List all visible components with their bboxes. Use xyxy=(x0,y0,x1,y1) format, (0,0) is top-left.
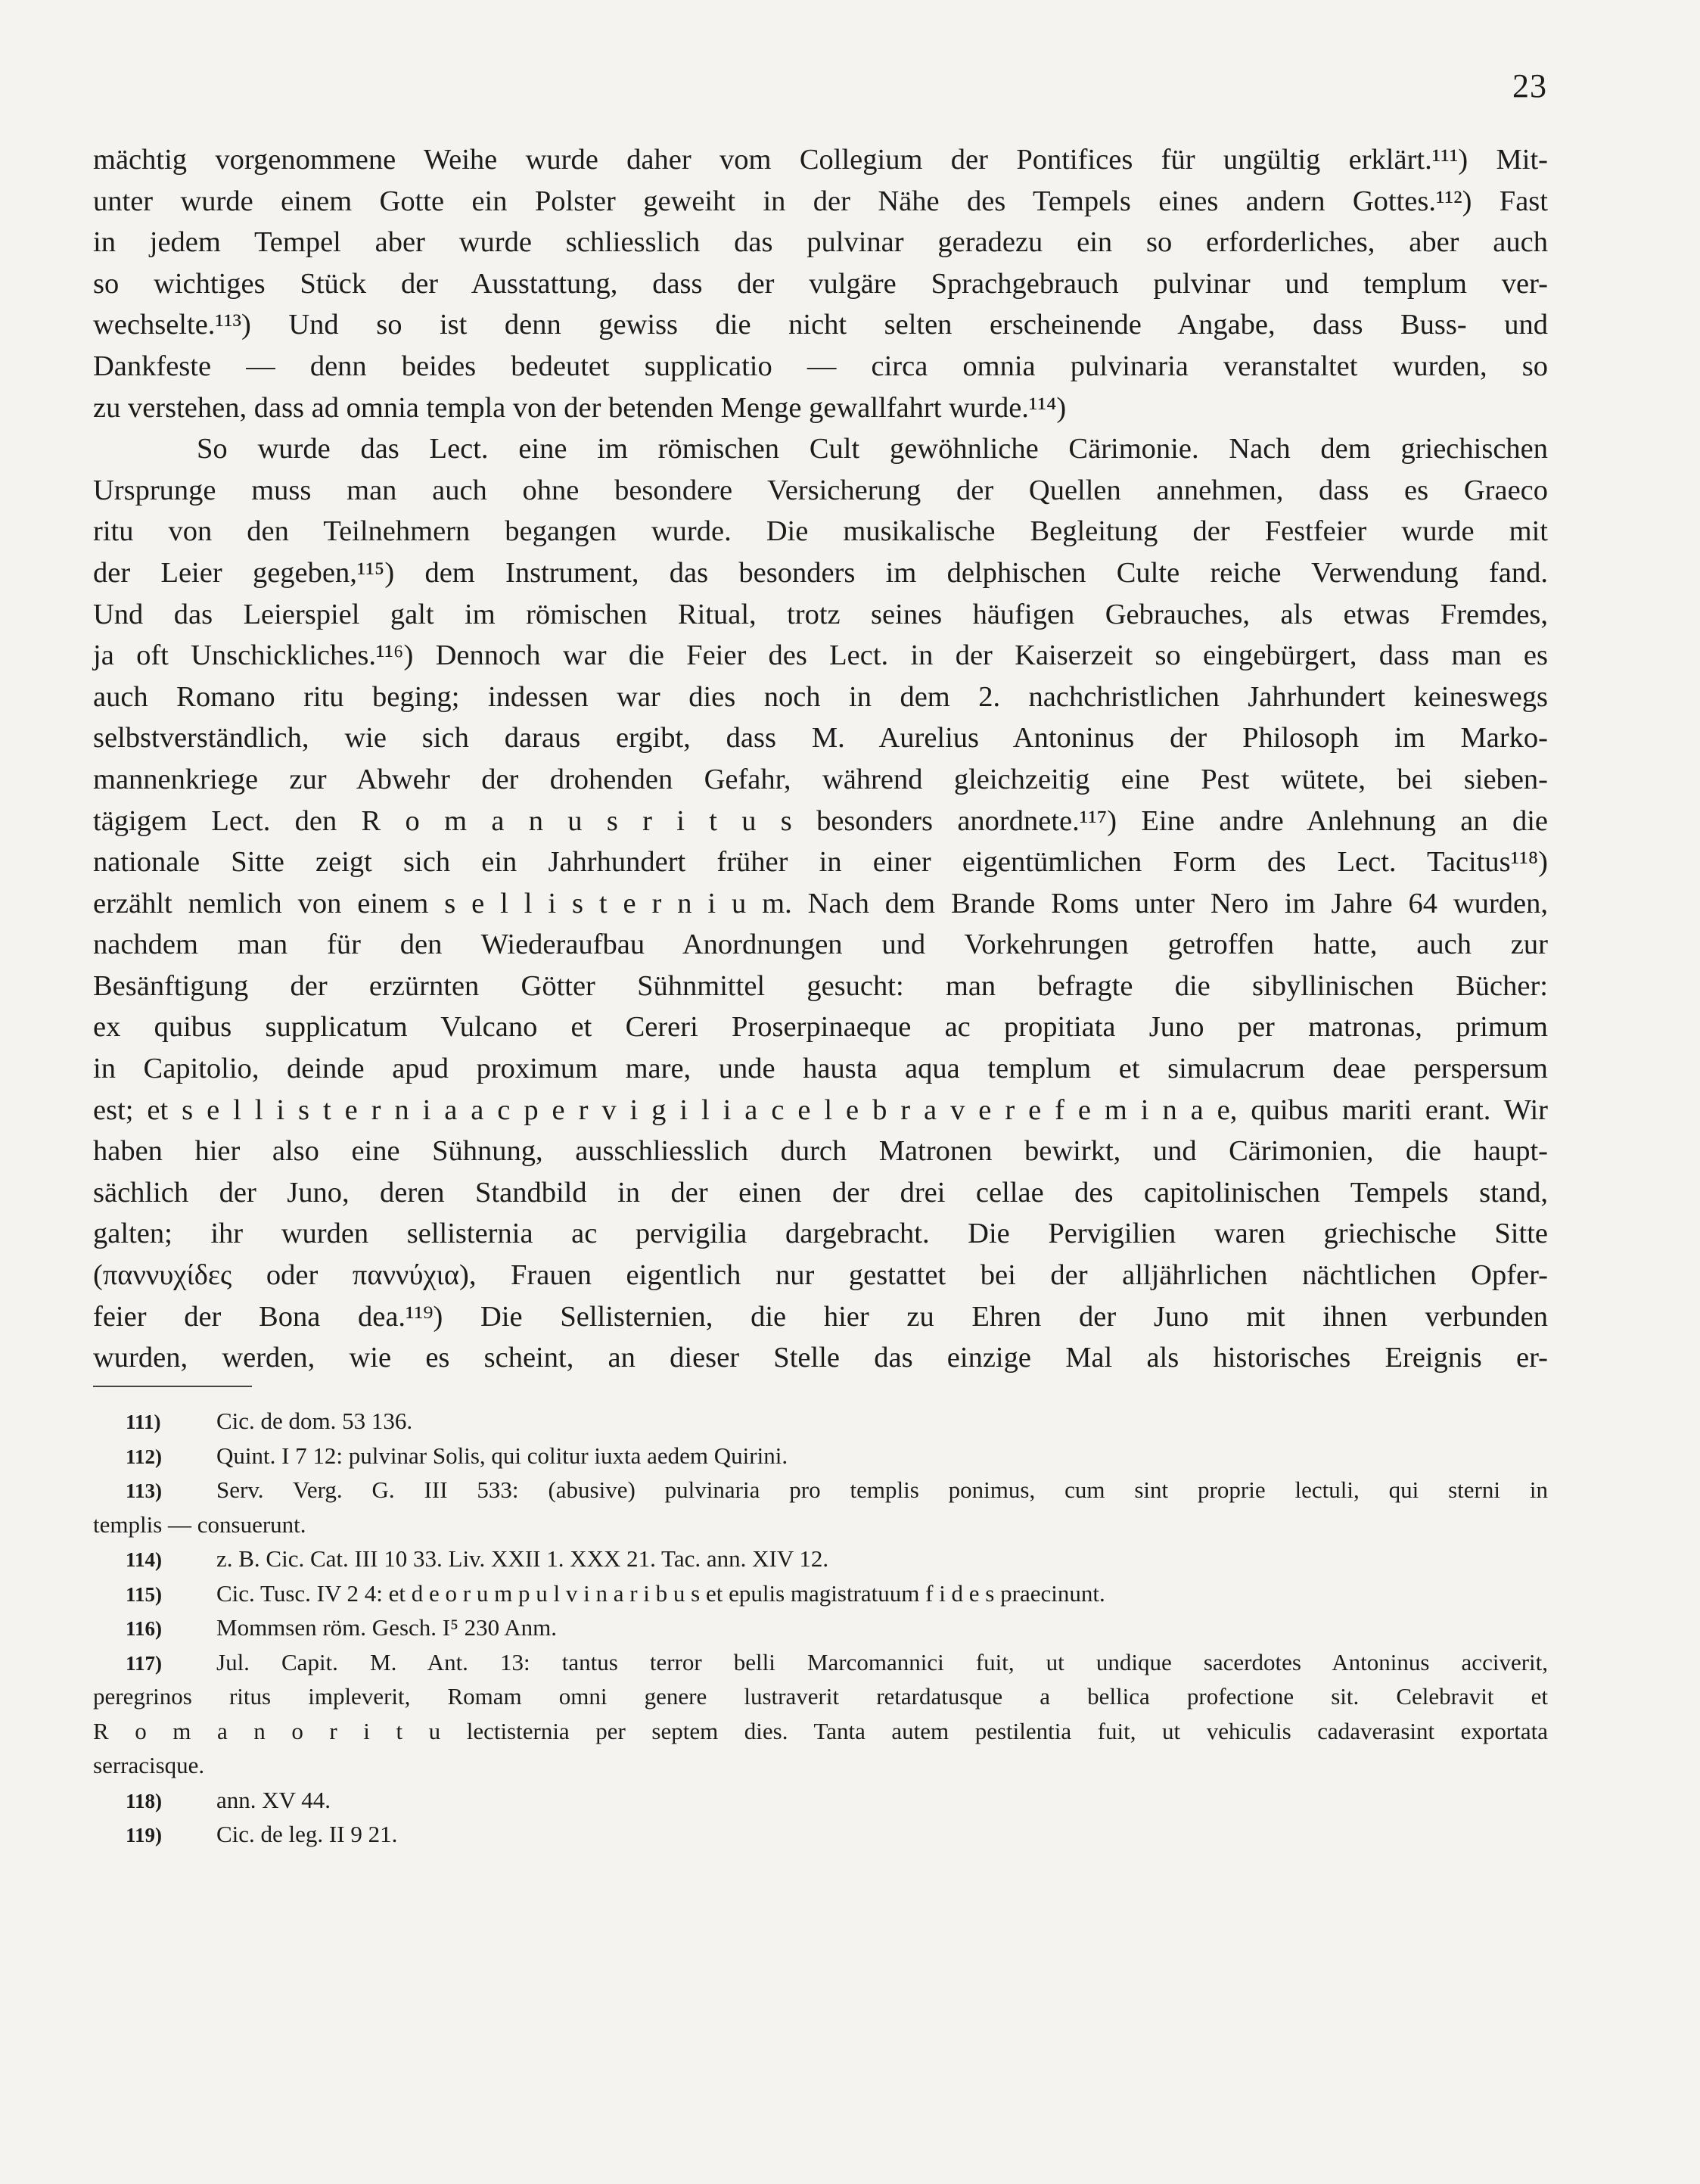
body-line: sächlich der Juno, deren Standbild in der einen der drei cellae des capitolinischen Tempels stand, xyxy=(93,1176,1548,1209)
footnote-115 xyxy=(93,1576,1548,1611)
footnote-number: 119) xyxy=(126,1824,163,1846)
body-line: mächtig vorgenommene Weihe wurde daher vom Collegium der Pontifices für ungültig erklärt.¹¹¹) Mit- xyxy=(93,144,1548,176)
footnote-114 xyxy=(93,1542,1548,1576)
footnote-117-cont: peregrinos ritus impleverit, Romam omni genere lustraverit retardatusque a bellica profectione sit. Celebravit et xyxy=(93,1683,1548,1710)
footnote-number: 112) xyxy=(126,1445,163,1468)
footnote-number: 114) xyxy=(126,1548,163,1571)
body-line: selbstverständlich, wie sich daraus ergibt, dass M. Aurelius Antoninus der Philosoph im Marko- xyxy=(93,722,1548,754)
footnote-text: Jul. Capit. M. Ant. 13: tantus terror belli Marcomannici fuit, ut undique sacerdotes Antoninus acciverit, xyxy=(216,1648,1548,1675)
page-number: 23 xyxy=(1512,67,1547,104)
footnote-number: 116) xyxy=(126,1617,163,1640)
footnote-117-cont: R o m a n o r i t u lectisternia per septem dies. Tanta autem pestilentia fuit, ut vehiculis cadaverasint exportata xyxy=(93,1717,1548,1744)
footnotes xyxy=(93,1386,1548,1852)
body-line: feier der Bona dea.¹¹⁹) Die Sellisternien, die hier zu Ehren der Juno mit ihnen verbunden xyxy=(93,1300,1548,1333)
footnote-113-cont: templis — consuerunt. xyxy=(93,1510,306,1538)
footnote-number: 115) xyxy=(126,1582,163,1606)
footnote-111 xyxy=(93,1404,1548,1439)
footnote-text: Cic. de dom. 53 136. xyxy=(216,1408,413,1434)
body-line: ritu von den Teilnehmern begangen wurde. Die musikalische Begleitung der Festfeier wurde mit xyxy=(93,515,1548,548)
footnote-text: Mommsen röm. Gesch. I⁵ 230 Anm. xyxy=(216,1614,557,1641)
footnote-117-cont: serracisque. xyxy=(93,1752,205,1778)
body-line: zu verstehen, dass ad omnia templa von der betenden Menge gewallfahrt wurde.¹¹⁴) xyxy=(93,391,1067,424)
footnote-text: Cic. de leg. II 9 21. xyxy=(216,1821,398,1847)
body-line: (παννυχίδες oder παννύχια), Frauen eigentlich nur gestattet bei der alljährlichen nächtlichen Opfer- xyxy=(93,1259,1548,1292)
footnote-text: ann. XV 44. xyxy=(216,1786,331,1813)
footnote-number: 117) xyxy=(126,1651,163,1675)
body-line: Ursprunge muss man auch ohne besondere Versicherung der Quellen annehmen, dass es Graeco xyxy=(93,474,1548,506)
footnote-divider xyxy=(93,1386,252,1387)
body-line: unter wurde einem Gotte ein Polster geweiht in der Nähe des Tempels eines andern Gottes.¹¹²) Fast xyxy=(93,185,1548,217)
body-line: nationale Sitte zeigt sich ein Jahrhundert früher in einer eigentümlichen Form des Lect. Tacitus¹¹⁸) xyxy=(93,846,1548,879)
body-line: so wichtiges Stück der Ausstattung, dass der vulgäre Sprachgebrauch pulvinar und templum ver- xyxy=(93,267,1548,300)
footnote-text: Cic. Tusc. IV 2 4: et d e o r u m p u l v i n a r i b u s et epulis magistratuum f i d e s praecinunt. xyxy=(216,1579,1105,1607)
body-line: tägigem Lect. den R o m a n u s r i t u s besonders anordnete.¹¹⁷) Eine andre Anlehnung an die xyxy=(93,804,1548,837)
footnote-number: 111) xyxy=(126,1411,161,1433)
body-text xyxy=(93,139,1548,1379)
body-line: wurden, werden, wie es scheint, an dieser Stelle das einzige Mal als historisches Ereignis er- xyxy=(93,1342,1548,1374)
footnote-text: Serv. Verg. G. III 533: (abusive) pulvinaria pro templis ponimus, cum sint proprie lectuli, qui sterni in xyxy=(216,1476,1548,1503)
footnote-117 xyxy=(93,1645,1548,1680)
body-line: auch Romano ritu beging; indessen war dies noch in dem 2. nachchristlichen Jahrhundert keineswegs xyxy=(93,680,1548,713)
footnote-text: z. B. Cic. Cat. III 10 33. Liv. XXII 1. XXX 21. Tac. ann. XIV 12. xyxy=(216,1545,829,1572)
body-line: in jedem Tempel aber wurde schliesslich das pulvinar geradezu ein so erforderliches, aber auch xyxy=(93,226,1548,259)
footnote-number: 118) xyxy=(126,1789,163,1812)
footnote-text: Quint. I 7 12: pulvinar Solis, qui colitur iuxta aedem Quirini. xyxy=(216,1442,788,1469)
body-line: ja oft Unschickliches.¹¹⁶) Dennoch war die Feier des Lect. in der Kaiserzeit so eingebürgert, dass man es xyxy=(93,639,1548,672)
body-line: erzählt nemlich von einem s e l l i s t e r n i u m. Nach dem Brande Roms unter Nero im Jahre 64 wurden, xyxy=(93,887,1548,919)
body-line: Besänftigung der erzürnten Götter Sühnmittel gesucht: man befragte die sibyllinischen Bücher: xyxy=(93,969,1548,1002)
body-line: est; et s e l l i s t e r n i a a c p e r v i g i l i a c e l e b r a v e r e f e m i n a e, quibus mariti erant. Wir xyxy=(93,1094,1548,1126)
body-line: Dankfeste — denn beides bedeutet supplicatio — circa omnia pulvinaria veranstaltet wurden, so xyxy=(93,350,1548,382)
body-line: ex quibus supplicatum Vulcano et Cereri Proserpinaeque ac propitiata Juno per matronas, primum xyxy=(93,1011,1548,1044)
footnote-119 xyxy=(93,1817,1548,1852)
body-line: wechselte.¹¹³) Und so ist denn gewiss die nicht selten erscheinende Angabe, dass Buss- und xyxy=(93,309,1548,341)
body-line: nachdem man für den Wiederaufbau Anordnungen und Vorkehrungen getroffen hatte, auch zur xyxy=(93,929,1548,961)
footnote-118 xyxy=(93,1783,1548,1818)
footnote-number: 113) xyxy=(126,1479,163,1502)
body-line: der Leier gegeben,¹¹⁵) dem Instrument, das besonders im delphischen Culte reiche Verwendung fand. xyxy=(93,556,1548,589)
body-line: mannenkriege zur Abwehr der drohenden Gefahr, während gleichzeitig eine Pest wütete, bei sieben- xyxy=(93,763,1548,795)
body-line: in Capitolio, deinde apud proximum mare, unde hausta aqua templum et simulacrum deae perspersum xyxy=(93,1053,1548,1085)
body-line: Und das Leierspiel galt im römischen Ritual, trotz seines häufigen Gebrauches, als etwas Fremdes, xyxy=(93,598,1548,630)
body-line: galten; ihr wurden sellisternia ac pervigilia dargebracht. Die Pervigilien waren griechische Sitte xyxy=(93,1218,1548,1250)
footnote-116 xyxy=(93,1610,1548,1645)
body-line: So wurde das Lect. eine im römischen Cult gewöhnliche Cärimonie. Nach dem griechischen xyxy=(197,433,1548,465)
body-line: haben hier also eine Sühnung, ausschliesslich durch Matronen bewirkt, und Cärimonien, die haupt- xyxy=(93,1135,1548,1168)
footnote-113 xyxy=(93,1473,1548,1507)
footnote-112 xyxy=(93,1439,1548,1473)
